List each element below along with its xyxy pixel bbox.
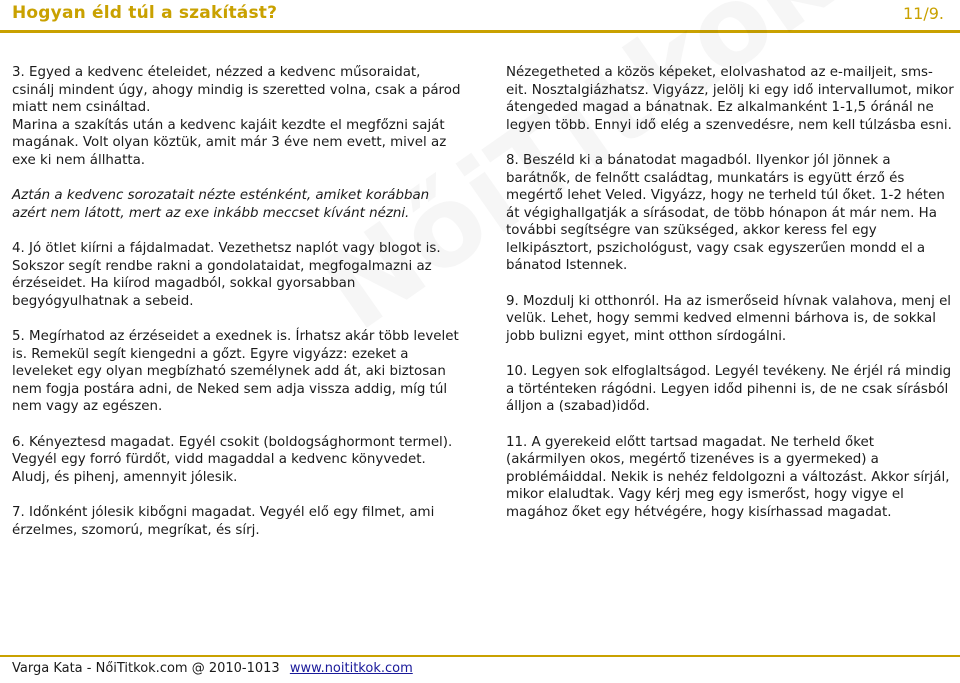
header-rule	[0, 30, 960, 33]
paragraph: 11. A gyerekeid előtt tartsad magadat. Ne terheld őket (akármilyen okos, megértő tizenéves is a gyermeked) a problémáiddal. Nekik is nehéz feldolgozni a változást. Akkor sírjál, mikor elaludtak. Vagy kérj meg egy ismerőst, hogy vigye el magához őket egy hétvégére, hogy kisírhassad magadat.	[506, 434, 950, 520]
paragraph: Marina a szakítás után a kedvenc kajáit kezdte el megfőzni saját magának. Volt olyan köztük, amit már 3 éve nem evett, mivel az exe ki nem állhatta.	[12, 117, 447, 168]
footer-credit: Varga Kata - NőiTitkok.com @ 2010-1013	[12, 661, 280, 676]
footer-rule	[0, 655, 960, 657]
left-column	[12, 64, 464, 557]
paragraph: Nézegetheted a közös képeket, elolvashatod az e-mailjeit, sms-eit. Nosztalgiázhatsz. Vigyázz, jelölj ki egy idő intervallumot, mikor átengeded magad a bánatnak. Ez alkalmanként 1-1,5 óránál ne legyen több. Ennyi idő elég a szenvedésre, nem kell túlzásba esni.	[506, 65, 954, 133]
paragraph: 4. Jó ötlet kiírni a fájdalmadat. Vezethetsz naplót vagy blogot is. Sokszor segít rendbe rakni a gondolataidat, megfogalmazni az érzéseidet. Ha kiírod magadból, sokkal gyorsabban begyógyulhatnak a sebeid.	[12, 241, 441, 309]
paragraph: 6. Kényeztesd magadat. Egyél csokit (boldogsághormont termel). Vegyél egy forró fürdőt, vidd magaddal a kedvenc könyvedet. Aludj, és pihenj, amennyit jólesik.	[12, 434, 453, 485]
paragraph: 3. Egyed a kedvenc ételeidet, nézzed a kedvenc műsoraidat, csinálj mindent úgy, ahogy mindig is szeretted volna, csak a párod miatt nem csináltad.	[12, 65, 461, 115]
paragraph-italic: Aztán a kedvenc sorozatait nézte esténként, amiket korábban azért nem látott, mert az exe inkább meccset kívánt nézni.	[12, 188, 430, 221]
footer-link[interactable]: www.noititkok.com	[289, 661, 413, 676]
page-number: 11/9.	[902, 4, 944, 23]
page-title: Hogyan éld túl a szakítást?	[12, 3, 278, 23]
page-footer	[12, 661, 413, 676]
page-header	[0, 0, 960, 30]
paragraph: 5. Megírhatod az érzéseidet a exednek is. Írhatsz akár több levelet is. Remekül segít kiengedni a gőzt. Egyre vigyázz: ezeket a leveleket egy olyan megbízható személynek add át, aki biztosan nem fogja postára adni, de Neked sem adja vissza addig, míg túl nem vagy az egészen.	[12, 329, 459, 414]
right-column	[506, 64, 954, 539]
paragraph: 10. Legyen sok elfoglaltságod. Legyél tevékeny. Ne érjél rá mindig a történteken rágódni. Legyen időd pihenni is, de ne csak sírásból álljon a (szabad)időd.	[506, 364, 952, 414]
paragraph: 8. Beszéld ki a bánatodat magadból. Ilyenkor jól jönnek a barátnők, de felnőtt családtag, munkatárs is együtt érző és megértő lehet Veled. Vigyázz, hogy ne terheld túl őket. 1-2 héten át végighallgatják a sírásodat, de több hónapon át már nem. Ha további segítségre van szükséged, akkor keress fel egy lelkipásztort, pszichológust, vagy csak egyszerűen mondd el a bánatod Istennek.	[506, 153, 945, 273]
paragraph: 7. Időnként jólesik kibőgni magadat. Vegyél elő egy filmet, ami érzelmes, szomorú, megríkat, és sírj.	[12, 505, 435, 538]
paragraph: 9. Mozdulj ki otthonról. Ha az ismerőseid hívnak valahova, menj el velük. Lehet, hogy semmi kedved elmenni bárhova is, de sokkal jobb bulizni egyet, mint otthon sírdogálni.	[506, 293, 952, 344]
